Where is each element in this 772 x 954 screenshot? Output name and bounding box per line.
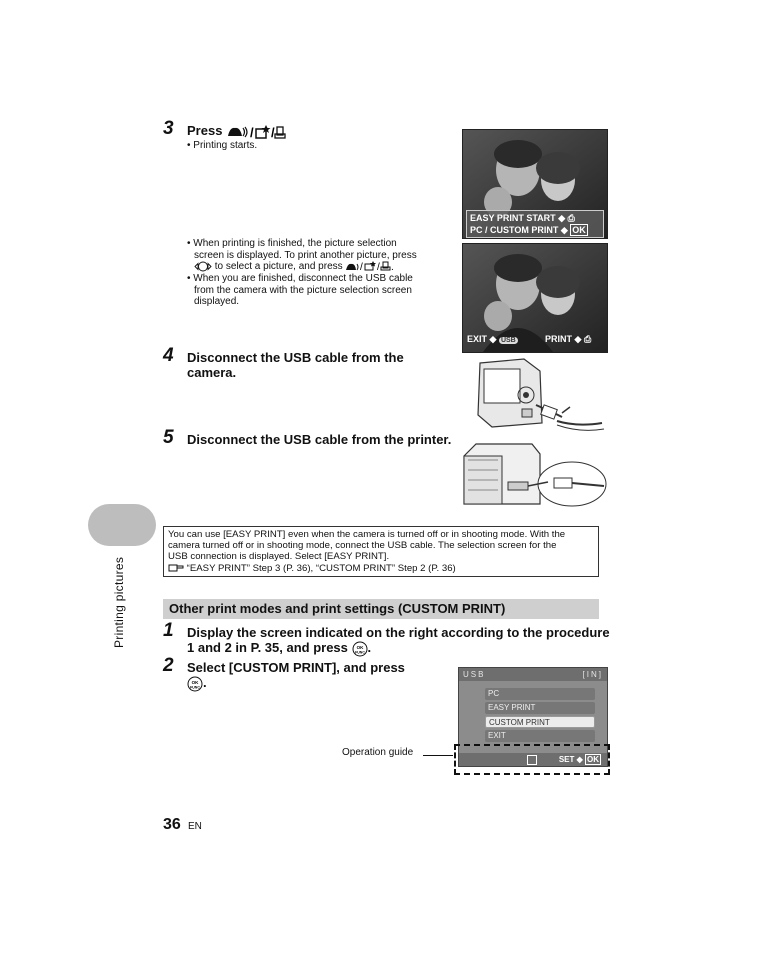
bullet-2-line-b: screen is displayed. To print another picture, press (194, 249, 417, 261)
print-label: PRINT ◆ ⎙ (545, 334, 592, 344)
bullet-2-line-a: • When printing is finished, the picture selection (187, 238, 397, 249)
svg-text:OK: OK (356, 644, 363, 650)
menu-item-exit[interactable]: EXIT (485, 730, 595, 742)
step-4-title (187, 350, 404, 380)
easy-print-overlay (466, 210, 604, 238)
ok-func-button-icon-2 (187, 676, 203, 692)
step-5-title: Disconnect the USB cable from the printer. (187, 432, 452, 447)
step-4-title-line-a: Disconnect the USB cable from the (187, 350, 404, 365)
step-4-number: 4 (163, 345, 174, 366)
operation-guide-bar: SET ◆ OK (459, 753, 607, 766)
step-3-title-text: Press (187, 123, 223, 138)
bullet-3-line-c: displayed. (194, 296, 240, 308)
svg-text:OK: OK (191, 679, 199, 685)
section-title-bar: Other print modes and print settings (CUSTOM PRINT) (163, 599, 599, 619)
step-1-number: 1 (163, 620, 174, 641)
note-line-4-text: “EASY PRINT” Step 3 (P. 36), “CUSTOM PRINT” Step 2 (P. 36) (186, 562, 456, 574)
svg-text:/: / (271, 124, 275, 140)
pc-custom-print-label: PC / CUSTOM PRINT ◆ OK (470, 225, 586, 235)
bullet-2-line-c (187, 261, 447, 273)
ok-func-button-icon (352, 641, 368, 657)
step-3-bullets (187, 238, 447, 308)
camera-screen-easy-print (462, 129, 608, 239)
bullet-3-line-b: from the camera with the picture selection screen (194, 284, 412, 296)
printer-icon-2: ⎙ (583, 334, 592, 344)
usb-menu-title: USB (463, 670, 486, 679)
set-label: SET (558, 755, 575, 764)
memory-indicator: [IN] (582, 670, 603, 679)
svg-text:/: / (360, 262, 364, 273)
note-line-4 (168, 563, 594, 574)
note-line-2: camera turned off or in shooting mode, connect the USB cable. The selection screen for the (168, 540, 557, 552)
camera-screen-picture-selection (462, 243, 608, 353)
print-button-icon (226, 124, 286, 140)
sidebar-tab (88, 504, 156, 546)
left-right-arrow-icon (194, 261, 212, 272)
sidebar-label: Printing pictures (112, 556, 126, 648)
note-line-3: USB connection is displayed. Select [EASY PRINT]. (168, 551, 390, 563)
step-2-number: 2 (163, 655, 174, 676)
camera-usb-illustration (462, 355, 607, 435)
svg-text:FUNC: FUNC (190, 685, 200, 690)
step-1-title (187, 625, 610, 657)
callout-line (423, 755, 453, 756)
svg-text:/: / (250, 124, 254, 140)
exit-label: EXIT ◆ USB (467, 334, 516, 344)
step-3-title (187, 123, 286, 140)
bullet-3-line-a: • When you are finished, disconnect the USB cable (187, 272, 413, 284)
step-3-bullet-1: • Printing starts. (187, 140, 258, 151)
step-3-number: 3 (163, 118, 174, 139)
ok-icon: OK (572, 225, 586, 235)
printer-usb-illustration (462, 440, 607, 510)
printer-icon: ⎙ (567, 213, 575, 223)
menu-item-custom-print[interactable]: CUSTOM PRINT (485, 716, 595, 728)
svg-text:/: / (377, 262, 381, 273)
svg-text:.: . (391, 262, 395, 273)
operation-guide-highlight (454, 744, 610, 775)
language-code: EN (188, 821, 202, 832)
svg-text:FUNC: FUNC (354, 650, 365, 655)
note-box (163, 526, 599, 577)
usb-menu-header (459, 668, 607, 681)
step-1-title-line-b: 1 and 2 in P. 35, and press OK FUNC . (187, 640, 372, 655)
operation-guide-callout: Operation guide (342, 747, 414, 758)
menu-item-pc[interactable]: PC (485, 688, 595, 700)
step-2-title (187, 660, 405, 692)
step-5-number: 5 (163, 427, 174, 448)
bullet-2-line-c-text: to select a picture, and press (214, 261, 343, 273)
print-button-small-icon (345, 261, 395, 272)
ok-icon-menu: OK (587, 755, 599, 764)
usb-icon: USB (500, 337, 516, 344)
menu-item-easy-print[interactable]: EASY PRINT (485, 702, 595, 714)
step-2-ok-line: OK FUNC . (187, 675, 405, 692)
step-1-title-line-a: Display the screen indicated on the right according to the procedure (187, 625, 610, 640)
step-4-title-line-b: camera. (187, 365, 237, 380)
page-number: 36 (163, 816, 181, 833)
reference-pointer-icon (168, 563, 184, 573)
easy-print-start-label: EASY PRINT START ◆ ⎙ (470, 213, 575, 223)
step-2-title-text: Select [CUSTOM PRINT], and press (187, 660, 405, 675)
note-line-1: You can use [EASY PRINT] even when the camera is turned off or in shooting mode. With the (168, 529, 566, 540)
